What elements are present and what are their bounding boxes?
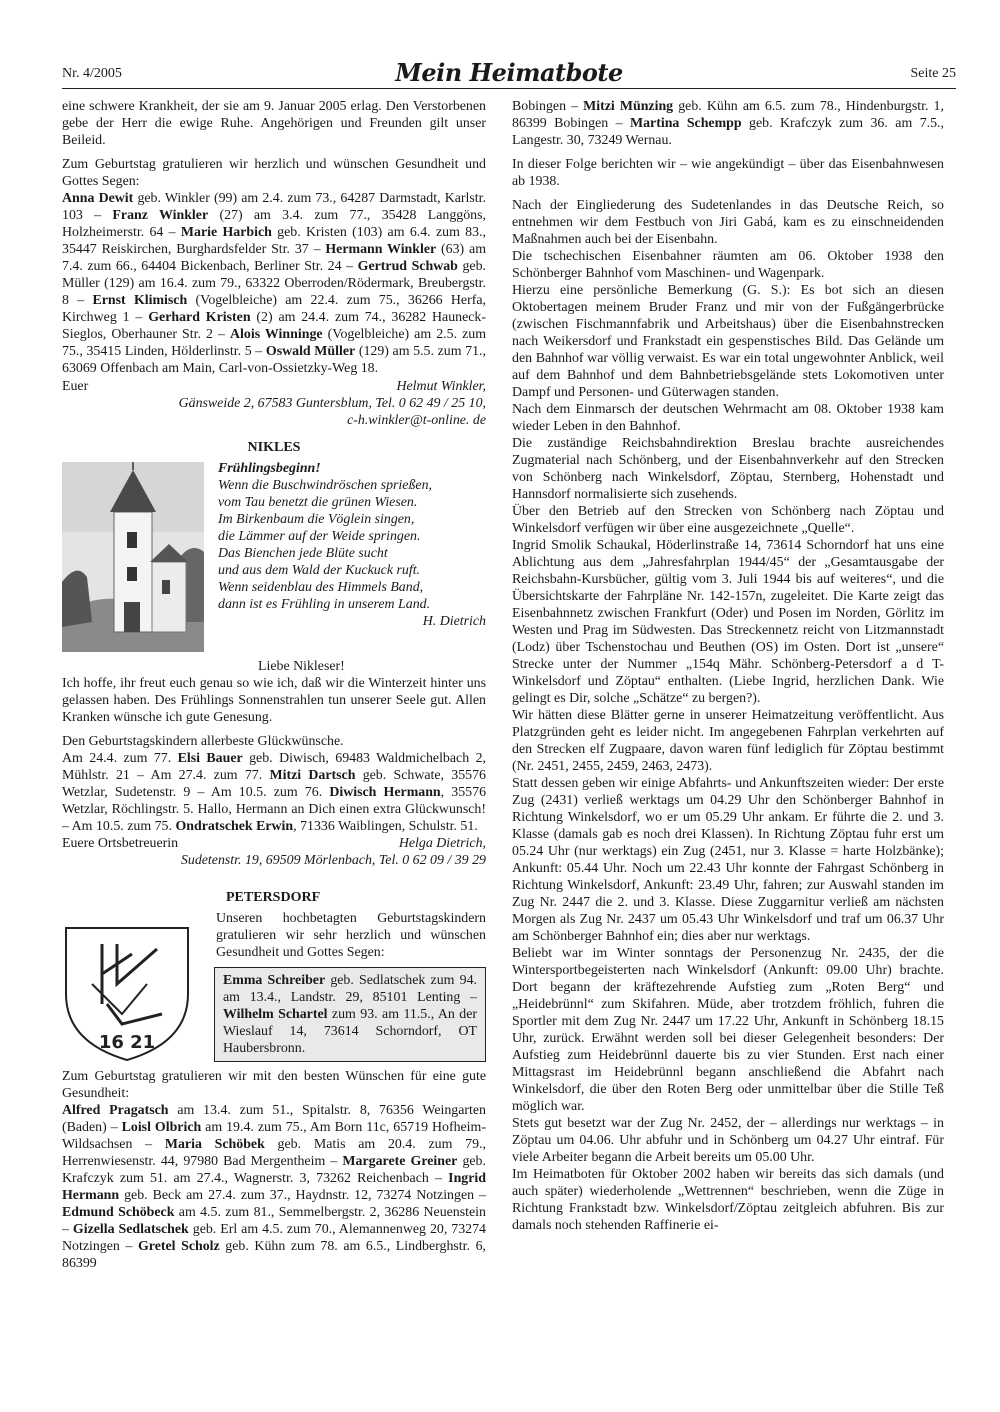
poem-line: Das Bienchen jede Blüte sucht bbox=[218, 546, 388, 561]
birthday-paragraph-2: Den Geburtstagskindern allerbeste Glückwünsche. Am 24.4. zum 77. Elsi Bauer geb. Diwisch, 69483 Waldmichelbach 2, Mühlstr. 21 – Am 27.4. zum 77. Mitzi Dartsch geb. Schwate, 35576 Wetzlar, Sudetenstr. 9 – Am 10.5. zum 76. Diwisch Hermann, 35576 Wetzlar, Röchlingstr. 5. Hallo, Hermann an Dich einen extra Glückwunsch! – Am 10.5. zum 75. Ondratschek Erwin, 71336 Waiblingen, Schulstr. 51. bbox=[62, 734, 487, 834]
poem-line: vom Tau benetzt die grünen Wiesen. bbox=[218, 495, 418, 510]
signature-winkler: Euer Helmut Winkler, Gänsweide 2, 67583 Guntersblum, Tel. 0 62 49 / 25 10, c-h.winkler@t-online. de bbox=[62, 379, 486, 428]
page-header bbox=[62, 58, 956, 89]
railway-paragraph-7: Ingrid Smolik Schaukal, Höderlinstraße 14, 73614 Schorndorf hat uns eine Ablichtung aus dem „Jahresfahrplan 1944/45“ der „Gesamtausgabe der Reichsbahn-Kursbücher, gültig vom 3. Juli 1944 bis auf weiteres“, und die Übersichtskarte der Fahrpläne Nr. 142-157n, zugeleitet. Die Karte zeigt das Eisenbahnnetz zwischen Frankfurt (Oder) und Posen im Norden, Görlitz im Westen und Prag im Südwesten. Das Streckennetz reicht von Litzmannstadt (Lodz) über Tschenstochau und Beuthen (OS) im Osten. Dort ist „unsere“ Strecke unter der Nummer „154q Mähr. Schönberg-Petersdorf a d T-Winkelsdorf und Zöptau“ enthalten. (Liebe Ingrid, herzlichen Dank. Wie gelingt es Dir, solche „Schätze“ zu bergen?). bbox=[512, 538, 944, 706]
left-column bbox=[62, 98, 486, 1279]
obituary-text: eine schwere Krankheit, der sie am 9. Januar 2005 erlag. Den Verstorbenen gebe der Herr die ewige Ruhe. Angehörigen und Freunden gilt unser Beileid. bbox=[62, 99, 486, 148]
poem-text bbox=[218, 460, 486, 630]
birthday-paragraph-1: Zum Geburtstag gratulieren wir herzlich und wünschen Gesundheit und Gottes Segen: Anna Dewit geb. Winkler (99) am 2.4. zum 73., 64287 Darmstadt, Karlstr. 103 – Franz Winkler (27) am 3.4. zum 77., 35428 Langgöns, Holzheimerstr. 64 – Marie Harbich geb. Kristen (103) am 6.4. zum 83., 35447 Reiskirchen, Burghardsfelder Str. 37 – Hermann Winkler (63) am 7.4. zum 66., 64404 Bickenbach, Berliner Str. 24 – Gertrud Schwab geb. Müller (129) am 16.4. zum 79., 63322 Oberroden/Rödermark, Breubergstr. 8 – Ernst Klimisch (Vogelbleiche) am 22.4. zum 75., 36266 Herfa, Kirchweg 1 – Gerhard Kristen (2) am 24.4. zum 74., 36282 Hauneck-Sieglos, Oberhauner Str. 2 – Alois Winninge (Vogelbleiche) am 2.5. zum 75., 35415 Linden, Hölderlinstr. 5 – Oswald Müller (129) am 5.5. zum 71., 63069 Offenbach am Main, Carl-von-Ossietzky-Weg 18. bbox=[62, 157, 487, 376]
poem-line: Im Birkenbaum die Vöglein singen, bbox=[218, 512, 415, 527]
poem-line: Wenn seidenblau des Himmels Band, bbox=[218, 580, 424, 595]
poem-line: und aus dem Wald der Kuckuck ruft. bbox=[218, 563, 421, 578]
railway-paragraph-1: Nach der Eingliederung des Sudetenlandes in das Deutsche Reich, so entnehmen wir dem Festbuch von Jiri Gabá, kam es zu einschneidenden Maßnahmen auch bei der Eisenbahn. bbox=[512, 198, 944, 247]
birthday-continued: Bobingen – Mitzi Münzing geb. Kühn am 6.5. zum 78., Hindenburgstr. 1, 86399 Bobingen – Martina Schempp geb. Krafczyk zum 36. am 7.5., Langestr. 30, 73249 Wernau. bbox=[512, 99, 945, 148]
railway-paragraph-4: Nach dem Einmarsch der deutschen Wehrmacht am 08. Oktober 1938 kam wieder Leben in den Bahnhof. bbox=[512, 402, 944, 434]
page-number: Seite 25 bbox=[910, 66, 956, 81]
railway-paragraph-11: Stets gut besetzt war der Zug Nr. 2452, der – allerdings nur werktags – in Zöptau um 04.06. Uhr abfuhr und in Schönberg um 04.27 Uhr eintraf. Für viele Arbeiter begann die Arbeit bereits um 05.00 Uhr. bbox=[512, 1116, 944, 1165]
poem-line: dann ist es Frühling in unserem Land. bbox=[218, 597, 431, 612]
railway-paragraph-10: Beliebt war im Winter sonntags der Personenzug Nr. 2435, der die Wintersportbegeisterten nach Winkelsdorf (Ankunft: 09.00 Uhr) brachte. Dort begann der kräftezehrende Aufstieg zum „Roten Berg“ und „Heidebrünnl“ zum Skifahren. Müde, aber trotzdem fröhlich, fuhren die Sportler mit dem Zug Nr. 2447 um 17.22 Uhr, Ankunft in Schönberg 18.15 Uhr, zurück. Erwähnt werden soll bei dieser Gelegenheit besonders: Der Aufstieg zum Heidebrünnl dauerte bis zu vier Stunden. Erst nach einer Mittagsrast im Heidebrünnl begann anschließend die Abfahrt nach Winkelsdorf, die über den Roten Berg oder unmittelbar über die Stille Teß möglich war. bbox=[512, 946, 944, 1114]
coat-of-arms-icon bbox=[62, 924, 192, 1064]
poem-line: Wenn die Buschwindröschen sprießen, bbox=[218, 478, 432, 493]
right-column bbox=[512, 98, 944, 1234]
greeting: Liebe Nikleser! bbox=[258, 659, 345, 674]
crest-year: 16 21 bbox=[98, 1032, 156, 1053]
railway-paragraph-6: Über den Betrieb auf den Strecken von Schönberg nach Zöptau und Winkelsdorf verfügen wir über eine ausgezeichnete „Quelle“. bbox=[512, 504, 944, 536]
railway-paragraph-12: Im Heimatboten für Oktober 2002 haben wir bereits das sich damals (und auch später) wiederholende „Wettrennen“ beschrieben, wenn die Züge in Richtung Frankstadt bzw. Winkelsdorf/Zöptau zeitgleich abfuhren. Bis zur damals noch stehenden Raffinerie ei- bbox=[512, 1167, 944, 1233]
railway-paragraph-5: Die zuständige Reichsbahndirektion Breslau brachte ausreichendes Zugmaterial nach Schönberg, und der Eisenbahnverkehr auf den Strecken von Schönberg nach Winkelsdorf, Zöptau, Sternberg, Hohenstadt und Hannsdorf normalisierte sich zusehends. bbox=[512, 436, 944, 502]
poem-author: H. Dietrich bbox=[422, 614, 486, 629]
poem-title: Frühlingsbeginn! bbox=[218, 461, 321, 476]
petersdorf-block bbox=[62, 910, 486, 1068]
section-heading-petersdorf: PETERSDORF bbox=[226, 890, 321, 905]
railway-paragraph-9: Statt dessen geben wir einige Abfahrts- und Ankunftszeiten wieder: Der erste Zug (2431) verließ werktags um 04.29 Uhr den Schönberger Bahnhof in Richtung Winkelsdorf, wo er um 05.29 Uhr ankam. Er führte die 2. und 3. Klasse (damals gab es noch drei Klassen). In Richtung Zöptau fuhr erst um 05.24 Uhr (nur werktags) ein Zug (2451, nur 3. Klasse = harte Holzbänke); Ankunft: 05.44 Uhr. Noch um 22.43 Uhr konnte der Fahrgast Schönberg in Richtung Winkelsdorf, Ankunft: 23.49 Uhr, fahren; zur Auswahl standen im Zug Nr. 2447 die 2. und 3. Klasse. Diese Zuggarnitur verließ am nächsten Morgen als Zug Nr. 2437 um 05.43 Uhr Winkelsdorf und traf um 06.37 Uhr am Schönberger Bahnhof ein; dies aber nur werktags. bbox=[512, 776, 944, 944]
signature-dietrich: Euere Ortsbetreuerin Helga Dietrich, Sudetenstr. 19, 69509 Mörlenbach, Tel. 0 62 09 / 39 29 bbox=[62, 836, 486, 868]
birthday-paragraph-3: Zum Geburtstag gratulieren wir mit den besten Wünschen für eine gute Gesundheit: Alfred Pragatsch am 13.4. zum 51., Spitalstr. 8, 76356 Weingarten (Baden) – Loisl Olbrich am 19.4. zum 75., Am Born 11c, 65719 Hofheim-Wildsachsen – Maria Schöbek geb. Matis am 20.4. zum 79., Herrenwiesenstr. 44, 97980 Bad Mergentheim – Margarete Greiner geb. Krafczyk zum 51. am 27.4., Wagnerstr. 3, 73262 Reichenbach – Ingrid Hermann geb. Beck am 27.4. zum 37., Haydnstr. 12, 73274 Notzingen – Edmund Schöbeck am 4.5. zum 81., Semmelbergstr. 2, 36286 Neuenstein – Gizella Sedlatschek geb. Erl am 4.5. zum 70., Alemannenweg 20, 73274 Notzingen – Gretel Scholz geb. Kühn zum 78. am 6.5., Lindberghstr. 6, 86399 bbox=[62, 1069, 487, 1271]
newspaper-title: Mein Heimatbote bbox=[395, 58, 623, 87]
railway-intro: In dieser Folge berichten wir – wie angekündigt – über das Eisenbahnwesen ab 1938. bbox=[512, 157, 944, 189]
highlight-box: Emma Schreiber geb. Sedlatschek zum 94. am 13.4., Landstr. 29, 85101 Lenting – Wilhelm Schartel zum 93. am 11.5., An der Wieslauf 14, 73614 Schorndorf, OT Haubersbronn. bbox=[214, 967, 486, 1062]
church-photo bbox=[62, 462, 204, 652]
issue-number: Nr. 4/2005 bbox=[62, 66, 122, 81]
poem-line: die Lämmer auf der Weide springen. bbox=[218, 529, 421, 544]
railway-paragraph-8: Wir hätten diese Blätter gerne in unserer Heimatzeitung veröffentlicht. Aus Platzgründen geht es leider nicht. Im angegebenen Fahrplan verkehrten auf den Strecken elf Zugpaare, davon waren fünf lediglich für Zöptau bestimmt (Nr. 2451, 2455, 2459, 2463, 2473). bbox=[512, 708, 944, 774]
poem-lines bbox=[218, 477, 486, 613]
poem-block bbox=[62, 460, 486, 656]
petersdorf-text: Unseren hochbetagten Geburtstagskindern gratulieren wir sehr herzlich und wünschen Gesundheit und Gottes Segen: Emma Schreiber geb. Sedlatschek zum 94. am 13.4., Landstr. 29, 85101 Lenting – Wilhelm Schartel zum 93. am 11.5., An der Wieslauf 14, 73614 Schorndorf, OT Haubersbronn. bbox=[216, 910, 486, 1062]
section-heading-nikles: NIKLES bbox=[247, 440, 301, 455]
railway-paragraph-3: Hierzu eine persönliche Bemerkung (G. S.): Es bot sich an diesen Oktobertagen meinem Bruder Franz und mir von der Fußgängerbrücke (zwischen Fischmannfabrik und Arbeitshaus) über die Eisenbahnstrecken nach Weikersdorf und Frankstadt ein gespenstisches Bild. Das Gelände um den Bahnhof war völlig verwaist. Es war ein total ungewohnter Anblick, weil auf dem Bahnhof und dem Bahnbetriebsgelände stets Lokomotiven unter Dampf und Personen- und Güterwagen standen. bbox=[512, 283, 944, 400]
nikles-letter: Ich hoffe, ihr freut euch genau so wie ich, daß wir die Winterzeit hinter uns gelassen haben. Des Frühlings Sonnenstrahlen tun unserer Seele gut. Allen Kranken wünsche ich gute Genesung. bbox=[62, 676, 486, 725]
railway-paragraph-2: Die tschechischen Eisenbahner räumten am 06. Oktober 1938 den Schönberger Bahnhof vom Maschinen- und Wagenpark. bbox=[512, 249, 944, 281]
